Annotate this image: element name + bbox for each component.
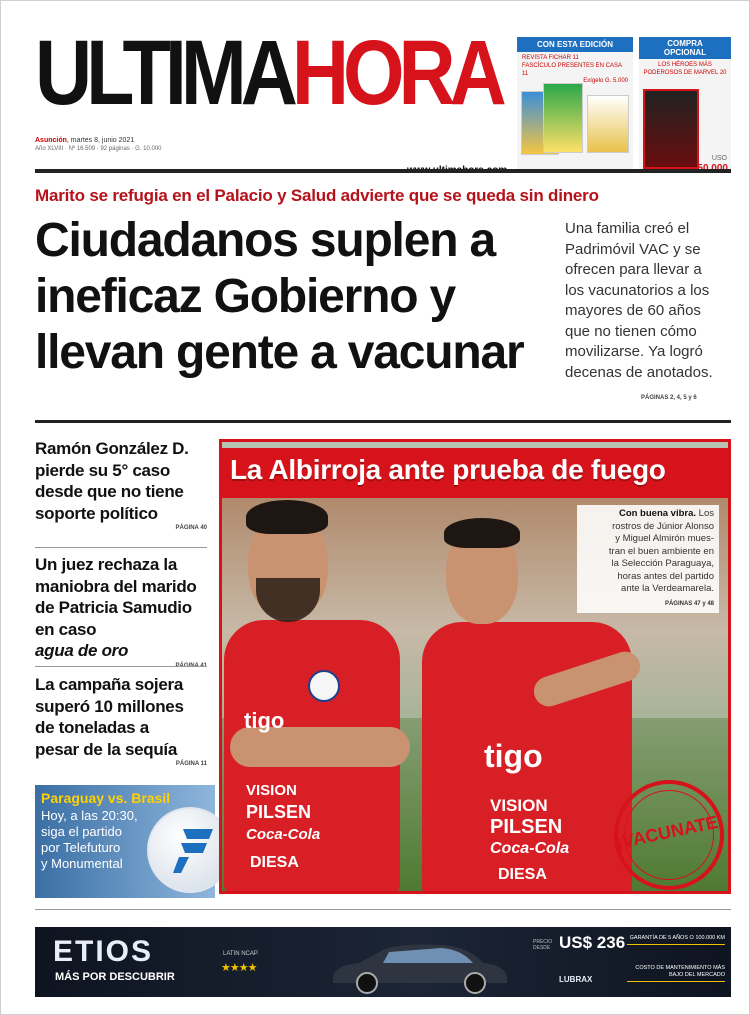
sponsor-diesa: DIESA <box>250 854 299 871</box>
caption-pages: PÁGINAS 47 y 48 <box>664 600 714 607</box>
caption-line-rest: Los <box>696 508 714 519</box>
promo-edition-header: CON ESTA EDICIÓN <box>517 37 633 52</box>
photo-caption <box>577 505 719 613</box>
promo-optional-header <box>639 37 731 59</box>
edition-meta: Año XLVIII · Nº 16.509 · 92 páginas · G. 10.000 <box>35 146 162 152</box>
ad-ncap-label: LATIN NCAP <box>223 951 258 957</box>
brief-line: maniobra del marido <box>35 576 197 596</box>
masthead <box>35 22 505 152</box>
marvel-book-cover <box>643 89 699 169</box>
brief-divider <box>35 666 207 667</box>
top-story-deck <box>565 219 737 383</box>
top-story-headline[interactable] <box>35 213 555 381</box>
caption-line <box>582 508 714 521</box>
promo-optional-text <box>639 59 731 81</box>
deck-line: movilizarse. Ya logró <box>565 343 703 360</box>
sponsor-diesa: DIESA <box>498 866 547 883</box>
deck-line: decenas de anotados. <box>565 363 713 381</box>
date-text: , martes 8, junio 2021 <box>66 137 135 144</box>
caption-line: tran el buen ambiente en <box>608 545 714 557</box>
top-story-pages: PÁGINAS 2, 4, 5 y 6 <box>641 395 697 401</box>
brief-gonzalez[interactable] <box>35 438 207 531</box>
brief-line: pesar de la sequía <box>35 739 178 759</box>
logo-word-hora: HORA <box>291 22 501 124</box>
player-hair <box>246 500 328 534</box>
etios-advertisement[interactable] <box>35 927 731 997</box>
headline-line: Ciudadanos suplen a <box>35 214 495 267</box>
tv-line: por Telefuturo <box>41 840 121 855</box>
date-line <box>35 137 134 144</box>
promo-optional-header-line: OPCIONAL <box>663 48 707 58</box>
caption-lead: Con buena vibra. <box>618 508 697 519</box>
top-divider <box>35 169 731 173</box>
player-hair <box>444 518 520 548</box>
caption-line: rostros de Júnior Alonso <box>612 520 714 532</box>
date-place: Asunción <box>35 137 67 144</box>
caption-line: la Selección Paraguaya, <box>611 558 714 569</box>
brief-title <box>35 674 207 760</box>
headline-line: llevan gente a vacunar <box>35 326 524 379</box>
newspaper-logo[interactable] <box>35 22 501 124</box>
brief-line: pierde su 5° caso <box>35 460 170 480</box>
mid-divider <box>35 420 731 423</box>
magazine-cover <box>587 95 629 153</box>
tv-match-text <box>41 808 138 872</box>
deck-line: los vacunatorios a los <box>565 281 710 299</box>
brief-line: de toneladas a <box>35 718 149 737</box>
ad-lubrax-logo: LUBRAX <box>559 975 593 984</box>
brief-title <box>35 554 207 662</box>
deck-line: ofrecen para llevar a <box>565 261 702 278</box>
brief-soja[interactable] <box>35 674 207 767</box>
magazine-covers-image <box>521 81 629 169</box>
promo-edition-line: Exígelo G. 5.000 <box>583 78 628 85</box>
sponsor-vision: VISION <box>246 782 297 799</box>
promo-optional-purchase[interactable] <box>639 37 731 173</box>
ad-price: US$ 236 <box>559 933 626 952</box>
brief-line: Un juez rechaza la <box>35 555 177 574</box>
ad-warranty-info: GARANTÍA DE 5 AÑOS O 100.000 KM <box>627 935 725 945</box>
telefuturo-f-icon <box>173 825 213 875</box>
team-crest-icon <box>308 670 340 702</box>
caption-line: ante la Verdeamarela. <box>621 583 714 594</box>
brief-pages: PÁGINA 11 <box>175 761 207 767</box>
headline-line: ineficaz Gobierno y <box>35 270 455 323</box>
sponsor-vision: VISION <box>490 796 548 815</box>
ad-divider <box>35 909 731 910</box>
sponsor-pilsen: PILSEN <box>490 816 563 838</box>
logo-word-ultima: ULTIMA <box>35 22 292 124</box>
brief-line: soporte político <box>35 503 158 523</box>
tv-match-title: Paraguay vs. Brasil <box>41 790 171 806</box>
top-story-kicker[interactable]: Marito se refugia en el Palacio y Salud advierte que se queda sin dinero <box>35 186 599 205</box>
sponsor-pilsen: PILSEN <box>246 802 312 822</box>
brief-divider <box>35 547 207 548</box>
deck-line: mayores de 60 años <box>565 302 701 319</box>
tv-line: siga el partido <box>41 824 122 839</box>
brief-line: La campaña sojera <box>35 675 183 694</box>
ad-rating-stars: ★★★★ <box>221 962 257 974</box>
car-icon <box>323 935 513 995</box>
deck-line: Padrimóvil VAC y se <box>565 240 701 258</box>
caption-line: horas antes del partido <box>617 570 714 582</box>
photo-title: La Albirroja ante prueba de fuego <box>230 454 666 485</box>
magazine-cover <box>543 83 583 153</box>
ad-tagline: MÁS POR DESCUBRIR <box>55 971 175 983</box>
promo-with-edition[interactable] <box>517 37 633 173</box>
promo-optional-line: PODEROSOS DE MARVEL 20 <box>643 70 727 77</box>
tv-line: y Monumental <box>41 856 123 871</box>
promo-optional-line: LOS HÉROES MÁS <box>658 62 712 69</box>
deck-line: Una familia creó el <box>565 220 690 237</box>
sponsor-tigo: tigo <box>484 738 543 774</box>
brief-line: superó 10 millones <box>35 696 184 716</box>
ad-price-label: PRECIO DESDE <box>533 939 553 951</box>
sponsor-cocacola: Coca-Cola <box>246 826 321 843</box>
brief-line: desde que no tiene <box>35 482 184 501</box>
promo-optional-header-line: COMPRA <box>667 39 703 48</box>
ad-maintenance-info: COSTO DE MANTENIMIENTO MÁS BAJO DEL MERCADO <box>627 965 725 982</box>
sponsor-cocacola: Coca-Cola <box>490 840 570 857</box>
promo-price-label: USO <box>711 155 727 162</box>
ad-brand: ETIOS <box>53 935 154 968</box>
lead-photo[interactable] <box>219 439 731 894</box>
brief-line-italic: agua de oro <box>35 641 129 660</box>
promo-edition-line: FASCÍCULO PRESENTES EN CASA 11 <box>522 62 622 77</box>
brief-title <box>35 438 207 524</box>
sponsor-tigo: tigo <box>244 708 285 733</box>
stamp-text: ¡VACUNATE! <box>614 810 726 853</box>
brief-samudio[interactable] <box>35 554 207 669</box>
promo-edition-line: REVISTA FICHAR 11 <box>522 55 579 61</box>
brief-line-prefix: en caso <box>35 619 97 639</box>
brief-line <box>35 619 207 662</box>
deck-line: que no tienen cómo <box>565 322 697 340</box>
brief-line: Ramón González D. <box>35 439 189 458</box>
tv-line: Hoy, a las 20:30, <box>41 808 138 823</box>
brief-line: de Patricia Samudio <box>35 598 192 617</box>
caption-line: y Miguel Almirón mues- <box>615 533 714 544</box>
brief-pages: PÁGINA 40 <box>175 525 207 531</box>
